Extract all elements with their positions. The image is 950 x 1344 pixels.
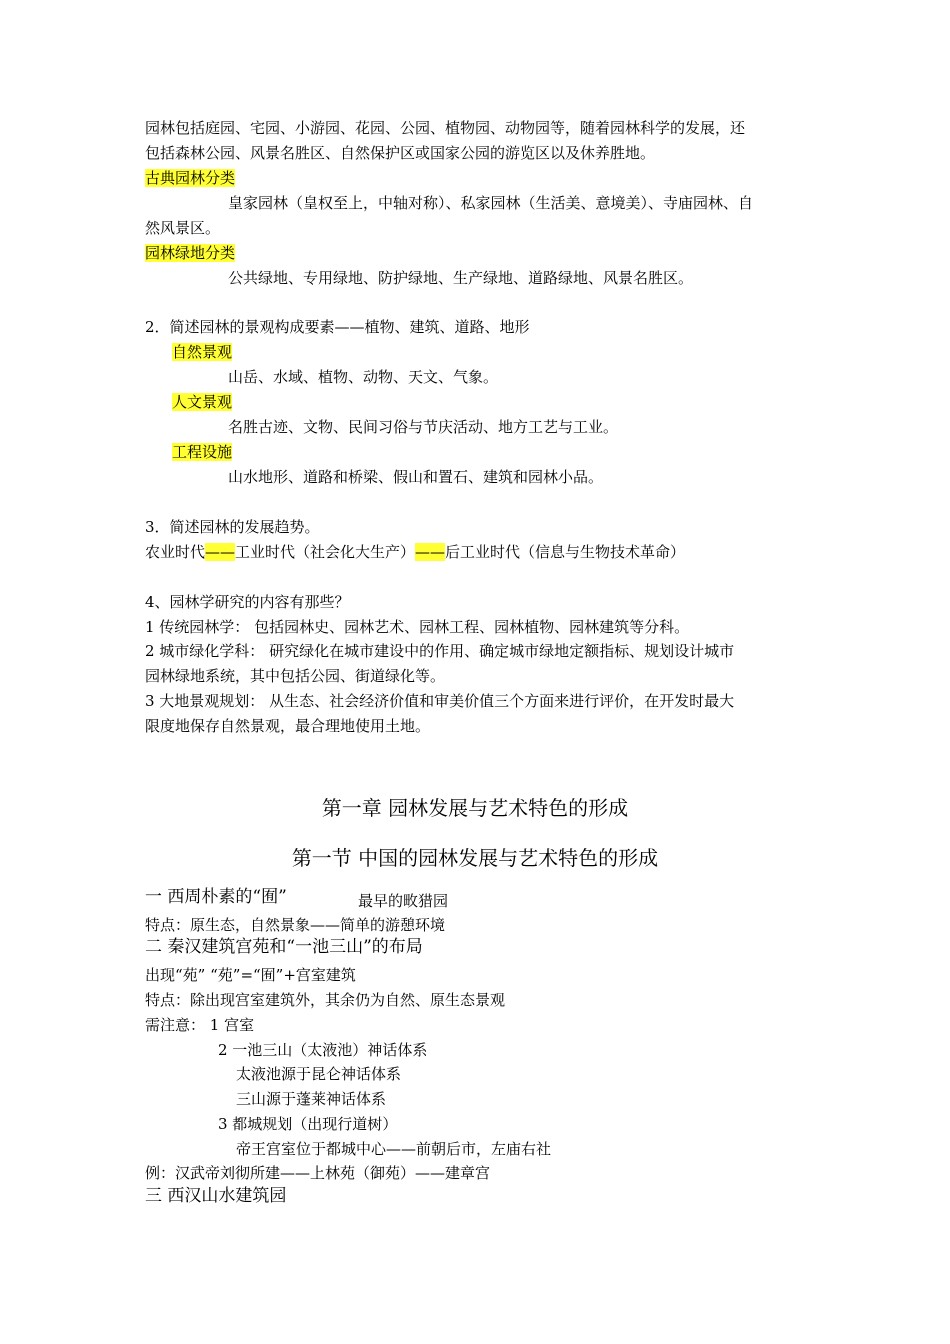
part2-note-2: 2 一池三山（太液池）神话体系 — [218, 1041, 428, 1059]
part2-line-1: 出现“苑” “苑”=“囿”+宫室建筑 — [145, 966, 356, 984]
classical-line-2: 然风景区。 — [145, 219, 221, 237]
natural-heading: 自然景观 — [172, 343, 233, 361]
part2-example: 例：汉武帝刘彻所建——上林苑（御苑）——建章宫 — [145, 1164, 491, 1182]
q4-item-3-line-2: 限度地保存自然景观，最合理地使用土地。 — [145, 717, 431, 735]
part1-note: 最早的畋猎园 — [358, 892, 449, 910]
classical-line-1: 皇家园林（皇权至上，中轴对称）、私家园林（生活美、意境美）、寺庙园林、自 — [228, 194, 754, 212]
part1-heading: 一 西周朴素的“囿” — [145, 887, 287, 907]
q3-title: 3．简述园林的发展趋势。 — [145, 518, 320, 536]
trend-industrial: 工业时代（社会化大生产） — [235, 543, 416, 561]
part1-feature: 特点：原生态，自然景象——简单的游憩环境 — [145, 916, 446, 934]
trend-agricultural: 农业时代 — [145, 543, 206, 561]
part2-note-label: 需注意： 1 宫室 — [145, 1016, 255, 1034]
q2-title: 2．简述园林的景观构成要素——植物、建筑、道路、地形 — [145, 318, 530, 336]
part2-heading: 二 秦汉建筑宫苑和“一池三山”的布局 — [145, 937, 423, 957]
trend-dash-1: —— — [205, 543, 236, 561]
q3-trend-line — [145, 542, 685, 562]
cultural-text: 名胜古迹、文物、民间习俗与节庆活动、地方工艺与工业。 — [228, 418, 619, 436]
cultural-heading: 人文景观 — [172, 393, 233, 411]
part2-note-2a: 太液池源于昆仑神话体系 — [236, 1065, 402, 1083]
greenspace-line-1: 公共绿地、专用绿地、防护绿地、生产绿地、道路绿地、风景名胜区。 — [228, 269, 694, 287]
trend-dash-2: —— — [415, 543, 446, 561]
part2-note-3: 3 都城规划（出现行道树） — [218, 1115, 398, 1133]
q4-item-3-line-1: 3 大地景观规划： 从生态、社会经济价值和审美价值三个方面来进行评价，在开发时最大 — [145, 692, 735, 710]
chapter-title: 第一章 园林发展与艺术特色的形成 — [321, 796, 629, 820]
q4-title: 4、园林学研究的内容有那些？ — [145, 593, 350, 611]
part3-heading: 三 西汉山水建筑园 — [145, 1186, 287, 1206]
intro-line-2: 包括森林公园、风景名胜区、自然保护区或国家公园的游览区以及休养胜地。 — [145, 144, 656, 162]
engineering-text: 山水地形、道路和桥梁、假山和置石、建筑和园林小品。 — [228, 468, 604, 486]
section-title: 第一节 中国的园林发展与艺术特色的形成 — [291, 846, 659, 870]
intro-line-1: 园林包括庭园、宅园、小游园、花园、公园、植物园、动物园等，随着园林科学的发展，还 — [145, 119, 746, 137]
q4-item-1: 1 传统园林学： 包括园林史、园林艺术、园林工程、园林植物、园林建筑等分科。 — [145, 618, 690, 636]
part2-note-2b: 三山源于蓬莱神话体系 — [236, 1090, 387, 1108]
greenspace-heading: 园林绿地分类 — [145, 244, 236, 262]
classical-heading: 古典园林分类 — [145, 169, 236, 187]
part2-note-3a: 帝王宫室位于都城中心——前朝后市，左庙右社 — [236, 1140, 552, 1158]
q4-item-2-line-2: 园林绿地系统，其中包括公园、街道绿化等。 — [145, 667, 446, 685]
part2-feature: 特点：除出现宫室建筑外，其余仍为自然、原生态景观 — [145, 991, 506, 1009]
natural-text: 山岳、水域、植物、动物、天文、气象。 — [228, 368, 499, 386]
q4-item-2-line-1: 2 城市绿化学科： 研究绿化在城市建设中的作用、确定城市绿地定额指标、规划设计城市 — [145, 642, 735, 660]
engineering-heading: 工程设施 — [172, 443, 233, 461]
trend-post-industrial: 后工业时代（信息与生物技术革命） — [445, 543, 686, 561]
